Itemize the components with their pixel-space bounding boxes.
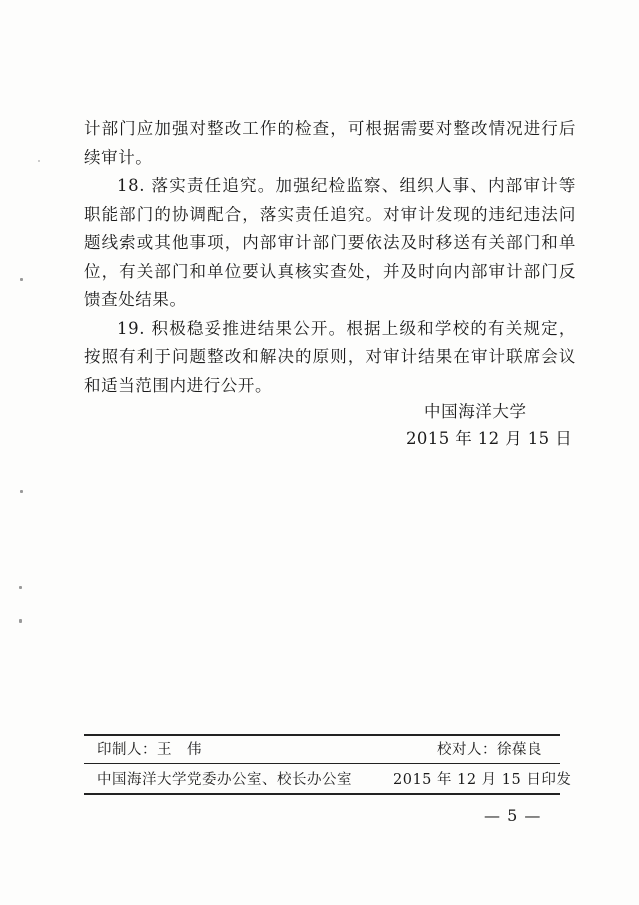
footer-bottom-rule	[84, 793, 560, 795]
scan-speck	[19, 586, 22, 589]
printer-label: 印制人：王 伟	[97, 742, 202, 758]
body-paragraph: 计部门应加强对整改工作的检查，可根据需要对整改情况进行后续审计。	[84, 119, 576, 167]
footer-middle-rule	[84, 763, 560, 764]
issue-date: 2015 年 12 月 15 日印发	[393, 772, 572, 788]
document-body	[84, 115, 576, 400]
page-number: — 5 —	[484, 806, 542, 825]
signature-organization: 中国海洋大学	[424, 402, 527, 421]
signature-date: 2015 年 12 月 15 日	[406, 429, 573, 448]
scan-speck	[38, 160, 40, 162]
scan-speck	[19, 619, 22, 623]
proofreader-label: 校对人：徐葆良	[437, 742, 542, 758]
body-paragraph: 19. 积极稳妥推进结果公开。根据上级和学校的有关规定，按照有利于问题整改和解决的原则，对审计结果在审计联席会议和适当范围内进行公开。	[84, 318, 576, 395]
footer-top-rule	[84, 734, 560, 736]
scan-speck	[20, 490, 23, 493]
issuing-office: 中国海洋大学党委办公室、校长办公室	[97, 772, 352, 788]
body-paragraph: 18. 落实责任追究。加强纪检监察、组织人事、内部审计等职能部门的协调配合，落实责任追究。对审计发现的违纪违法问题线索或其他事项，内部审计部门要依法及时移送有关部门和单位，有关部门和单位要认真核实查处，并及时向内部审计部门反馈查处结果。	[84, 176, 576, 309]
scan-speck	[20, 278, 23, 281]
